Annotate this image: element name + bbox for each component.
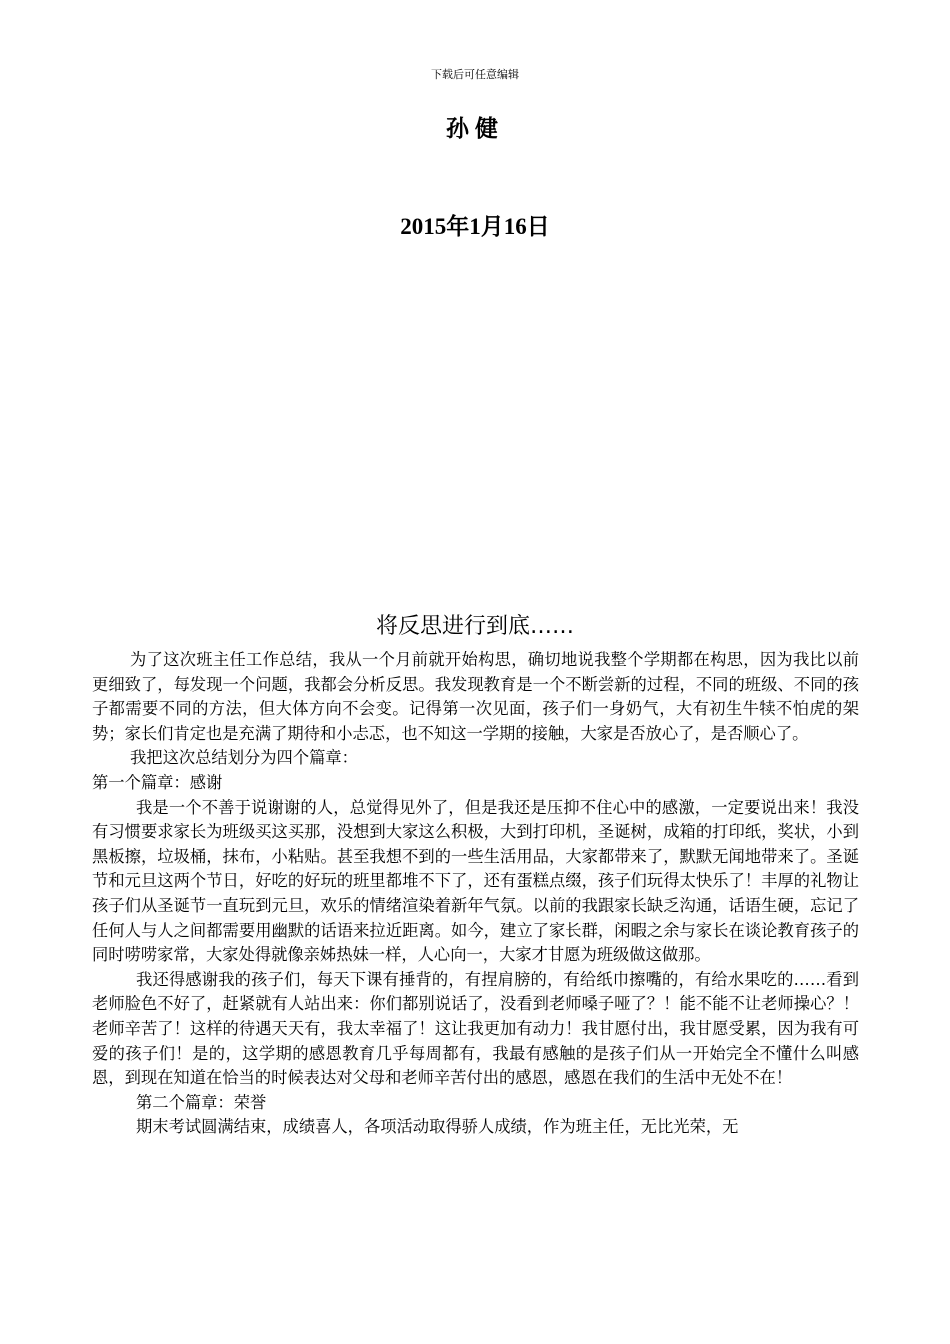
chapter-heading-thanks: 第一个篇章：感谢: [92, 772, 223, 792]
honor-paragraph: 期末考试圆满结束，成绩喜人，各项活动取得骄人成绩，作为班主任，无比光荣，无: [136, 1117, 739, 1137]
document-date: 2015年1月16日: [400, 214, 550, 239]
header-note: 下载后可任意编辑: [431, 68, 519, 81]
thanks-parents-paragraph: 我是一个不善于说谢谢的人，总觉得见外了，但是我还是压抑不住心中的感激，一定要说出来！我没有习惯要求家长为班级买这买那，没想到大家这么积极，大到打印机，圣诞树，成箱的打印纸，奖状，小到黑板擦，垃圾桶，抹布，小粘贴。甚至我想不到的一些生活用品，大家都带来了，默默无闻地带来了。圣诞节和元旦这两个节日，好吃的好玩的班里都堆不下了，还有蛋糕点缀，孩子们玩得太快乐了！丰厚的礼物让孩子们从圣诞节一直玩到元旦，欢乐的情绪渲染着新年气氛。以前的我跟家长缺乏沟通，话语生硬，忘记了任何人与人之间都需要用幽默的话语来拉近距离。如今，建立了家长群，闲暇之余与家长在谈论教育孩子的同时唠唠家常，大家处得就像亲姊热妹一样，人心向一，大家才甘愿为班级做这做那。: [92, 797, 859, 965]
chapter-heading-honor: 第二个篇章：荣誉: [136, 1092, 267, 1112]
document-title: 将反思进行到底……: [375, 614, 574, 639]
thanks-children-paragraph: 我还得感谢我的孩子们，每天下课有捶背的，有捏肩膀的，有给纸巾擦嘴的，有给水果吃的……看到老师脸色不好了，赶紧就有人站出来：你们都别说话了，没看到老师嗓子哑了？！能不能不让老师操心？！老师辛苦了！这样的待遇天天有，我太幸福了！这让我更加有动力！我甘愿付出，我甘愿受累，因为我有可爱的孩子们！是的，这学期的感恩教育几乎每周都有，我最有感触的是孩子们从一开始完全不懂什么叫感恩，到现在知道在恰当的时候表达对父母和老师辛苦付出的感恩，感恩在我们的生活中无处不在！: [92, 969, 859, 1088]
document-body: [92, 648, 859, 1140]
intro-paragraph: 为了这次班主任工作总结，我从一个月前就开始构思，确切地说我整个学期都在构思，因为我比以前更细致了，每发现一个问题，我都会分析反思。我发现教育是一个不断尝新的过程，不同的班级、不同的孩子都需要不同的方法，但大体方向不会变。记得第一次见面，孩子们一身奶气，大有初生牛犊不怕虎的架势；家长们肯定也是充满了期待和小忐忑，也不知这一学期的接触，大家是否放心了，是否顺心了。: [92, 650, 859, 743]
outline-sentence: 我把这次总结划分为四个篇章：: [130, 748, 358, 768]
author-name: 孙健: [446, 116, 504, 142]
